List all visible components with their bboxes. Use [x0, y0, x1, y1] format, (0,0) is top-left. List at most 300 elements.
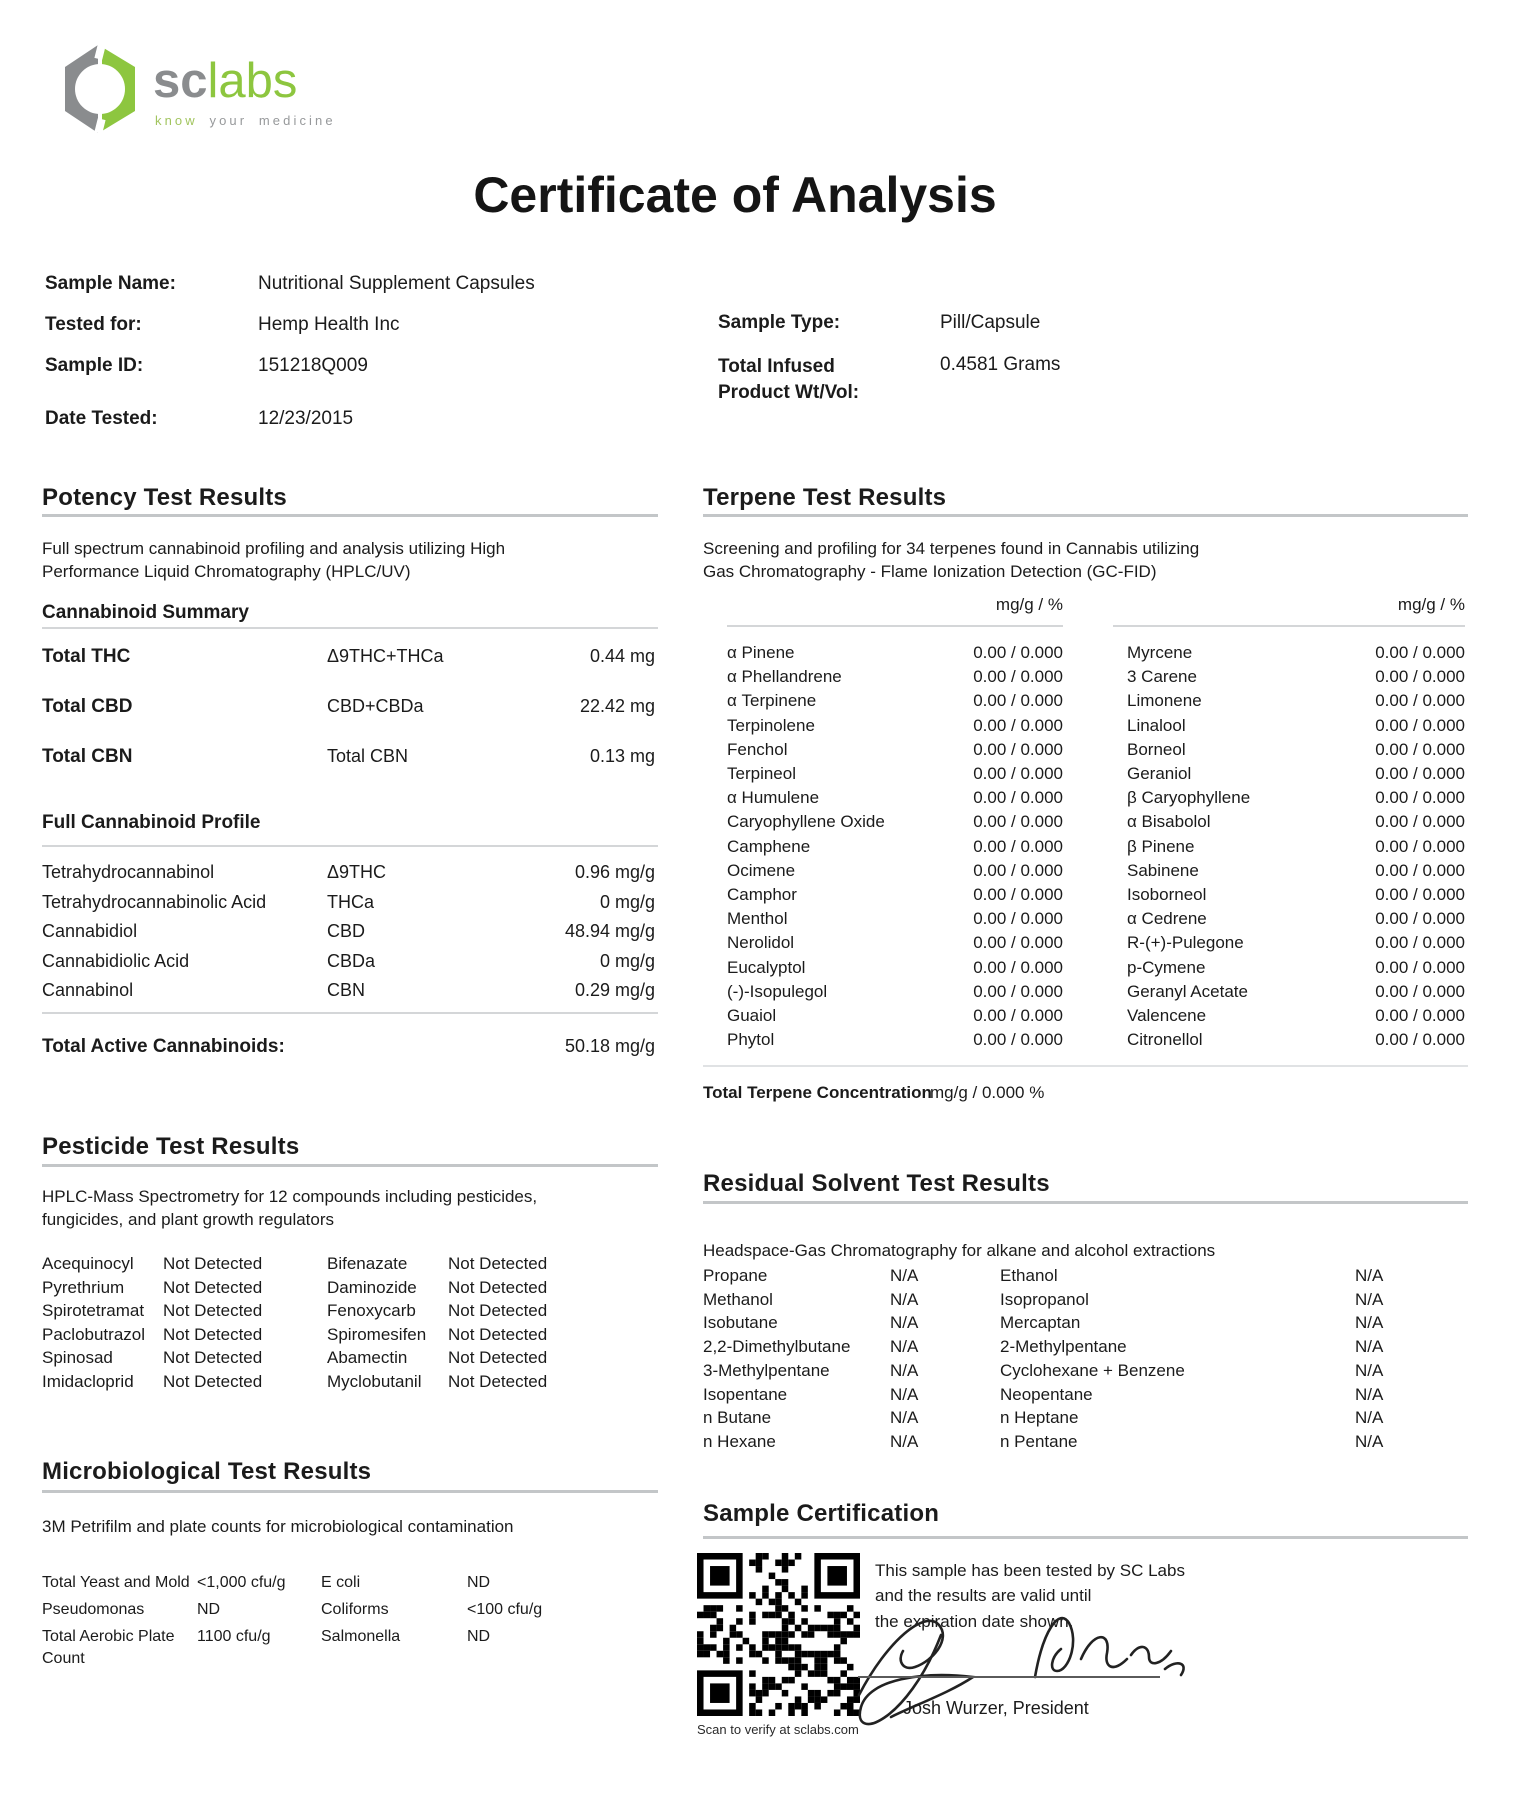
hexagon-logo-icon: [65, 45, 135, 133]
pesticide-name: Abamectin: [327, 1348, 408, 1368]
solvent-result: N/A: [890, 1313, 919, 1333]
terpene-value: 0.00 / 0.000: [973, 860, 1063, 880]
solvent-result: N/A: [890, 1337, 919, 1357]
signer-name: Josh Wurzer, President: [903, 1698, 1089, 1718]
summary-name: Total THC: [42, 646, 131, 667]
terpene-value: 0.00 / 0.000: [973, 885, 1063, 905]
terpene-value: 0.00 / 0.000: [973, 933, 1063, 953]
solvent-row: [703, 1311, 993, 1335]
solvent-name: Mercaptan: [1000, 1313, 1081, 1333]
terpene-row: [1127, 810, 1465, 834]
solvent-row: [1000, 1383, 1430, 1407]
terpene-row: [727, 762, 1063, 786]
terpene-name: Fenchol: [727, 739, 788, 759]
terpene-value: 0.00 / 0.000: [1375, 691, 1465, 711]
solvent-row: [1000, 1406, 1430, 1430]
date-tested-value: 12/23/2015: [258, 408, 354, 429]
terpene-name: α Bisabolol: [1127, 812, 1211, 832]
divider: [1113, 625, 1465, 627]
pesticide-result: Not Detected: [448, 1277, 548, 1297]
terpene-row: [727, 1004, 1063, 1028]
pesticide-name: Fenoxycarb: [327, 1301, 416, 1321]
terpene-value: 0.00 / 0.000: [973, 667, 1063, 687]
terpene-name: Valencene: [1127, 1006, 1207, 1026]
profile-value: 0 mg/g: [599, 891, 655, 912]
divider: [727, 625, 1063, 627]
solvent-row: [703, 1288, 993, 1312]
terpene-row: [1127, 883, 1465, 907]
micro-description: 3M Petrifilm and plate counts for microbiological contamination: [42, 1517, 514, 1536]
terpene-value: 0.00 / 0.000: [973, 1006, 1063, 1026]
pesticide-row: [327, 1323, 602, 1347]
terpene-row: [1127, 665, 1465, 689]
terpene-value: 0.00 / 0.000: [973, 1030, 1063, 1050]
divider: [703, 514, 1468, 517]
terpene-row: [1127, 835, 1465, 859]
potency-description: [42, 537, 505, 583]
terpene-row: [1127, 956, 1465, 980]
signature: [845, 1597, 1195, 1747]
tagline-accent: know: [155, 113, 198, 128]
micro-result: <100 cfu/g: [467, 1601, 543, 1618]
pesticide-result: Not Detected: [163, 1324, 263, 1344]
pesticide-name: Bifenazate: [327, 1254, 408, 1273]
summary-value: 22.42 mg: [579, 696, 655, 716]
statement-line: and the results are valid until: [875, 1586, 1092, 1606]
terpene-name: Borneol: [1127, 739, 1186, 759]
terpene-name: Myrcene: [1127, 643, 1193, 662]
cannabinoid-summary-heading: Cannabinoid Summary: [42, 602, 249, 623]
solvent-name: n Hexane: [703, 1431, 776, 1451]
profile-formula: CBDa: [327, 950, 376, 971]
terpene-name: β Pinene: [1127, 836, 1195, 856]
sample-info-value: Hemp Health Inc: [258, 314, 400, 335]
pesticide-column-right: [327, 1252, 602, 1394]
summary-name: Total CBN: [42, 746, 133, 767]
solvent-name: n Heptane: [1000, 1408, 1079, 1428]
pesticide-description: [42, 1185, 537, 1231]
summary-formula: CBD+CBDa: [327, 696, 424, 716]
pesticide-name: Paclobutrazol: [42, 1324, 146, 1344]
divider: [42, 1490, 658, 1493]
terpene-row: [727, 835, 1063, 859]
micro-name: E coli: [321, 1574, 361, 1591]
micro-name: Salmonella: [321, 1628, 401, 1645]
terpene-name: Isoborneol: [1127, 885, 1207, 905]
terpene-value: 0.00 / 0.000: [973, 764, 1063, 784]
divider: [703, 1065, 1468, 1067]
pesticide-row: [327, 1370, 602, 1394]
pesticide-name: Spiromesifen: [327, 1324, 427, 1344]
terpene-row: [727, 980, 1063, 1004]
pesticide-row: [42, 1323, 317, 1347]
terpene-total-label: Total Terpene Concentration: [703, 1083, 932, 1102]
qr-code: [697, 1553, 860, 1716]
pesticide-name: Myclobutanil: [327, 1371, 422, 1391]
divider: [42, 1164, 658, 1167]
profile-formula: Δ9THC: [327, 862, 387, 882]
full-profile-heading: Full Cannabinoid Profile: [42, 812, 261, 833]
divider: [703, 1201, 1468, 1204]
brand-tagline: [155, 113, 336, 128]
sample-type-label: Sample Type:: [718, 312, 841, 333]
summary-value: 0.13 mg: [589, 746, 655, 766]
terpene-value: 0.00 / 0.000: [1375, 933, 1465, 953]
terpene-row: [1127, 689, 1465, 713]
terpene-value: 0.00 / 0.000: [1375, 860, 1465, 880]
sample-info-value: 151218Q009: [258, 355, 368, 376]
terpene-column-left: [727, 641, 1063, 1052]
profile-formula: CBN: [327, 980, 366, 1001]
terpene-name: Ocimene: [727, 860, 796, 880]
sclabs-logo: [65, 45, 465, 145]
terpene-name: Geraniol: [1127, 764, 1192, 784]
solvent-name: 2-Methylpentane: [1000, 1337, 1127, 1357]
micro-name: Total Aerobic Plate Count: [42, 1628, 175, 1667]
solvent-name: 2,2-Dimethylbutane: [703, 1337, 851, 1357]
terpene-value: 0.00 / 0.000: [1375, 643, 1465, 662]
terpene-value: 0.00 / 0.000: [1375, 909, 1465, 929]
terpene-name: Limonene: [1127, 691, 1202, 711]
terpene-row: [727, 859, 1063, 883]
solvent-name: Ethanol: [1000, 1266, 1058, 1285]
sample-info-value: Nutritional Supplement Capsules: [258, 273, 535, 294]
profile-name: Cannabidiol: [42, 921, 138, 942]
micro-result: 1100 cfu/g: [197, 1628, 271, 1645]
pesticide-result: Not Detected: [448, 1324, 548, 1344]
solvent-result: N/A: [1355, 1360, 1384, 1380]
divider: [42, 845, 658, 847]
solvent-description: Headspace-Gas Chromatography for alkane and alcohol extractions: [703, 1241, 1216, 1260]
terpene-value: 0.00 / 0.000: [973, 812, 1063, 832]
micro-result: ND: [467, 1628, 491, 1645]
solvent-result: N/A: [890, 1408, 919, 1428]
pesticide-row: [327, 1276, 602, 1300]
date-tested-label: Date Tested:: [45, 408, 158, 429]
micro-name: Pseudomonas: [42, 1601, 145, 1618]
divider: [42, 514, 658, 517]
solvent-result: N/A: [890, 1431, 919, 1451]
terpene-row: [1127, 762, 1465, 786]
solvent-name: Propane: [703, 1266, 768, 1285]
terpene-value: 0.00 / 0.000: [1375, 836, 1465, 856]
solvent-result: N/A: [890, 1289, 919, 1309]
pesticide-heading: Pesticide Test Results: [42, 1133, 300, 1160]
terpene-name: R-(+)-Pulegone: [1127, 933, 1244, 953]
terpene-row: [727, 738, 1063, 762]
solvent-row: [703, 1430, 993, 1454]
terpene-row: [727, 786, 1063, 810]
terpene-row: [1127, 859, 1465, 883]
solvent-row: [703, 1335, 993, 1359]
solvent-result: N/A: [1355, 1408, 1384, 1428]
pesticide-result: Not Detected: [163, 1348, 263, 1368]
pesticide-row: [327, 1346, 602, 1370]
profile-value: 0.96 mg/g: [574, 862, 655, 882]
solvent-result: N/A: [1355, 1431, 1384, 1451]
terpene-name: Camphene: [727, 836, 811, 856]
summary-formula: Total CBN: [327, 746, 409, 766]
terpene-value: 0.00 / 0.000: [1375, 981, 1465, 1001]
unit-header-left: mg/g / %: [995, 595, 1063, 614]
cannabinoid-profile-table: [42, 862, 655, 1010]
terpene-value: 0.00 / 0.000: [973, 643, 1063, 662]
terpene-name: Terpinolene: [727, 715, 815, 735]
solvent-row: [703, 1383, 993, 1407]
pesticide-row: [42, 1252, 317, 1276]
terpene-name: α Cedrene: [1127, 909, 1207, 929]
terpene-row: [1127, 714, 1465, 738]
pesticide-column-left: [42, 1252, 317, 1394]
solvent-name: n Butane: [703, 1408, 772, 1428]
terpene-total-value: mg/g / 0.000 %: [930, 1083, 1045, 1102]
solvent-name: n Pentane: [1000, 1431, 1078, 1451]
infused-wt-label: Total Infused Product Wt/Vol:: [718, 356, 860, 403]
pesticide-row: [327, 1299, 602, 1323]
total-active-value: 50.18 mg/g: [564, 1036, 655, 1056]
terpene-name: (-)-Isopulegol: [727, 981, 828, 1001]
infused-wt-value: 0.4581 Grams: [940, 354, 1061, 375]
solvent-column-right: [1000, 1264, 1430, 1454]
pesticide-result: Not Detected: [448, 1348, 548, 1368]
terpene-value: 0.00 / 0.000: [973, 909, 1063, 929]
solvent-result: N/A: [1355, 1289, 1384, 1309]
terpene-value: 0.00 / 0.000: [1375, 667, 1465, 687]
terpene-name: Geranyl Acetate: [1127, 981, 1248, 1001]
brand-name-bold: sc: [153, 54, 208, 108]
terpene-column-right: [1127, 641, 1465, 1052]
micro-row: [42, 1572, 658, 1594]
pesticide-result: Not Detected: [448, 1254, 548, 1273]
micro-name: Total Yeast and Mold: [42, 1574, 190, 1591]
pesticide-result: Not Detected: [163, 1277, 263, 1297]
terpene-name: Camphor: [727, 885, 797, 905]
terpene-name: α Humulene: [727, 788, 820, 808]
solvent-name: Methanol: [703, 1289, 773, 1309]
sample-info-label: Sample Name:: [45, 273, 176, 294]
terpene-value: 0.00 / 0.000: [973, 691, 1063, 711]
divider: [42, 627, 658, 629]
certification-heading: Sample Certification: [703, 1500, 940, 1527]
summary-value: 0.44 mg: [589, 646, 655, 666]
terpene-name: 3 Carene: [1127, 667, 1197, 687]
summary-name: Total CBD: [42, 696, 133, 717]
solvent-row: [1000, 1311, 1430, 1335]
solvent-result: N/A: [1355, 1337, 1384, 1357]
terpene-value: 0.00 / 0.000: [1375, 885, 1465, 905]
divider: [42, 1012, 658, 1014]
terpene-value: 0.00 / 0.000: [1375, 812, 1465, 832]
description-line: Performance Liquid Chromatography (HPLC/UV): [42, 562, 411, 581]
pesticide-name: Spinosad: [42, 1348, 113, 1368]
solvent-row: [703, 1359, 993, 1383]
solvent-name: Isobutane: [703, 1313, 778, 1333]
pesticide-result: Not Detected: [163, 1371, 263, 1391]
terpene-heading: Terpene Test Results: [703, 484, 947, 511]
brand-wordmark: [153, 54, 298, 108]
tagline-rest: your medicine: [209, 113, 336, 128]
solvent-row: [1000, 1359, 1430, 1383]
terpene-name: α Pinene: [727, 643, 795, 662]
pesticide-row: [327, 1252, 602, 1276]
micro-heading: Microbiological Test Results: [42, 1458, 372, 1485]
terpene-name: Linalool: [1127, 715, 1186, 735]
terpene-row: [727, 956, 1063, 980]
terpene-value: 0.00 / 0.000: [1375, 764, 1465, 784]
terpene-value: 0.00 / 0.000: [973, 981, 1063, 1001]
total-active-label: Total Active Cannabinoids:: [42, 1036, 285, 1057]
solvent-result: N/A: [890, 1360, 919, 1380]
solvent-column-left: [703, 1264, 993, 1454]
pesticide-row: [42, 1276, 317, 1300]
terpene-row: [1127, 1004, 1465, 1028]
terpene-value: 0.00 / 0.000: [973, 715, 1063, 735]
micro-result: ND: [197, 1601, 221, 1618]
solvent-row: [703, 1406, 993, 1430]
terpene-value: 0.00 / 0.000: [973, 836, 1063, 856]
terpene-name: Terpineol: [727, 764, 796, 784]
statement-line: This sample has been tested by SC Labs: [875, 1561, 1185, 1580]
solvent-name: Neopentane: [1000, 1384, 1093, 1404]
terpene-row: [1127, 738, 1465, 762]
pesticide-row: [42, 1346, 317, 1370]
terpene-name: Guaiol: [727, 1006, 777, 1026]
summary-formula: Δ9THC+THCa: [327, 646, 444, 666]
date-tested-row: [45, 408, 665, 449]
terpene-value: 0.00 / 0.000: [1375, 788, 1465, 808]
pesticide-name: Pyrethrium: [42, 1277, 125, 1297]
micro-table: [42, 1572, 658, 1675]
pesticide-name: Acequinocyl: [42, 1254, 134, 1273]
terpene-row: [727, 689, 1063, 713]
pesticide-row: [42, 1299, 317, 1323]
terpene-value: 0.00 / 0.000: [1375, 739, 1465, 759]
sample-type-value: Pill/Capsule: [940, 312, 1041, 333]
terpene-value: 0.00 / 0.000: [1375, 1030, 1465, 1050]
profile-name: Cannabinol: [42, 980, 134, 1001]
sample-info-label: Tested for:: [45, 314, 142, 335]
pesticide-result: Not Detected: [448, 1371, 548, 1391]
solvent-row: [1000, 1264, 1430, 1288]
terpene-name: α Phellandrene: [727, 667, 842, 687]
solvent-name: Isopropanol: [1000, 1289, 1089, 1309]
description-line: HPLC-Mass Spectrometry for 12 compounds including pesticides,: [42, 1187, 538, 1206]
terpene-row: [1127, 980, 1465, 1004]
pesticide-result: Not Detected: [448, 1301, 548, 1321]
micro-result: ND: [467, 1574, 491, 1591]
terpene-name: Phytol: [727, 1030, 775, 1050]
terpene-value: 0.00 / 0.000: [973, 739, 1063, 759]
cannabinoid-summary-table: [42, 646, 655, 796]
terpene-row: [1127, 786, 1465, 810]
pesticide-name: Imidacloprid: [42, 1371, 134, 1391]
pesticide-result: Not Detected: [163, 1254, 263, 1273]
description-line: Gas Chromatography - Flame Ionization Detection (GC-FID): [703, 562, 1157, 581]
terpene-row: [727, 665, 1063, 689]
terpene-name: β Caryophyllene: [1127, 788, 1251, 808]
sample-info-left: [45, 273, 665, 396]
terpene-name: Nerolidol: [727, 933, 795, 953]
solvent-result: N/A: [890, 1384, 919, 1404]
unit-header-right: mg/g / %: [1397, 595, 1465, 614]
terpene-row: [727, 641, 1063, 665]
terpene-value: 0.00 / 0.000: [1375, 957, 1465, 977]
qr-caption: Scan to verify at sclabs.com: [697, 1722, 859, 1737]
solvent-row: [1000, 1288, 1430, 1312]
solvent-result: N/A: [890, 1266, 919, 1285]
statement-line: the expiration date shown.: [875, 1611, 1074, 1631]
solvent-name: 3-Methylpentane: [703, 1360, 830, 1380]
sample-info-label: Sample ID:: [45, 355, 144, 376]
divider: [703, 1536, 1468, 1539]
terpene-name: Caryophyllene Oxide: [727, 812, 885, 832]
profile-formula: CBD: [327, 921, 366, 942]
micro-row: [42, 1626, 658, 1670]
micro-name: Coliforms: [321, 1601, 389, 1618]
profile-name: Tetrahydrocannabinolic Acid: [42, 891, 267, 912]
solvent-row: [1000, 1430, 1430, 1454]
profile-formula: THCa: [327, 891, 375, 912]
profile-value: 0 mg/g: [599, 950, 655, 971]
micro-result: <1,000 cfu/g: [197, 1574, 286, 1591]
pesticide-row: [42, 1370, 317, 1394]
terpene-description: [703, 537, 1199, 583]
pesticide-name: Daminozide: [327, 1277, 417, 1297]
description-line: fungicides, and plant growth regulators: [42, 1210, 335, 1229]
terpene-name: Sabinene: [1127, 860, 1199, 880]
solvent-row: [1000, 1335, 1430, 1359]
terpene-row: [727, 1028, 1063, 1052]
solvent-heading: Residual Solvent Test Results: [703, 1170, 1050, 1197]
terpene-name: Citronellol: [1127, 1030, 1203, 1050]
terpene-name: Eucalyptol: [727, 957, 806, 977]
profile-value: 0.29 mg/g: [574, 980, 655, 1001]
description-line: Full spectrum cannabinoid profiling and analysis utilizing High: [42, 539, 506, 558]
terpene-value: 0.00 / 0.000: [973, 957, 1063, 977]
profile-value: 48.94 mg/g: [564, 921, 655, 942]
terpene-value: 0.00 / 0.000: [1375, 1006, 1465, 1026]
description-line: Screening and profiling for 34 terpenes found in Cannabis utilizing: [703, 539, 1200, 558]
terpene-row: [1127, 907, 1465, 931]
terpene-row: [727, 907, 1063, 931]
terpene-name: p-Cymene: [1127, 957, 1206, 977]
solvent-row: [703, 1264, 993, 1288]
solvent-result: N/A: [1355, 1313, 1384, 1333]
pesticide-name: Spirotetramat: [42, 1301, 145, 1321]
potency-heading: Potency Test Results: [42, 484, 287, 511]
terpene-row: [727, 714, 1063, 738]
solvent-result: N/A: [1355, 1384, 1384, 1404]
terpene-row: [727, 931, 1063, 955]
terpene-value: 0.00 / 0.000: [973, 788, 1063, 808]
solvent-name: Isopentane: [703, 1384, 788, 1404]
pesticide-result: Not Detected: [163, 1301, 263, 1321]
terpene-row: [1127, 931, 1465, 955]
terpene-row: [727, 810, 1063, 834]
terpene-name: α Terpinene: [727, 691, 817, 711]
solvent-name: Cyclohexane + Benzene: [1000, 1360, 1185, 1380]
signature-line: [858, 1676, 1160, 1678]
profile-name: Cannabidiolic Acid: [42, 950, 190, 971]
terpene-row: [727, 883, 1063, 907]
micro-row: [42, 1599, 658, 1621]
terpene-row: [1127, 641, 1465, 665]
total-active-row: [42, 1036, 655, 1058]
profile-name: Tetrahydrocannabinol: [42, 862, 215, 882]
solvent-result: N/A: [1355, 1266, 1384, 1285]
page-title: Certificate of Analysis: [473, 167, 997, 223]
terpene-row: [1127, 1028, 1465, 1052]
